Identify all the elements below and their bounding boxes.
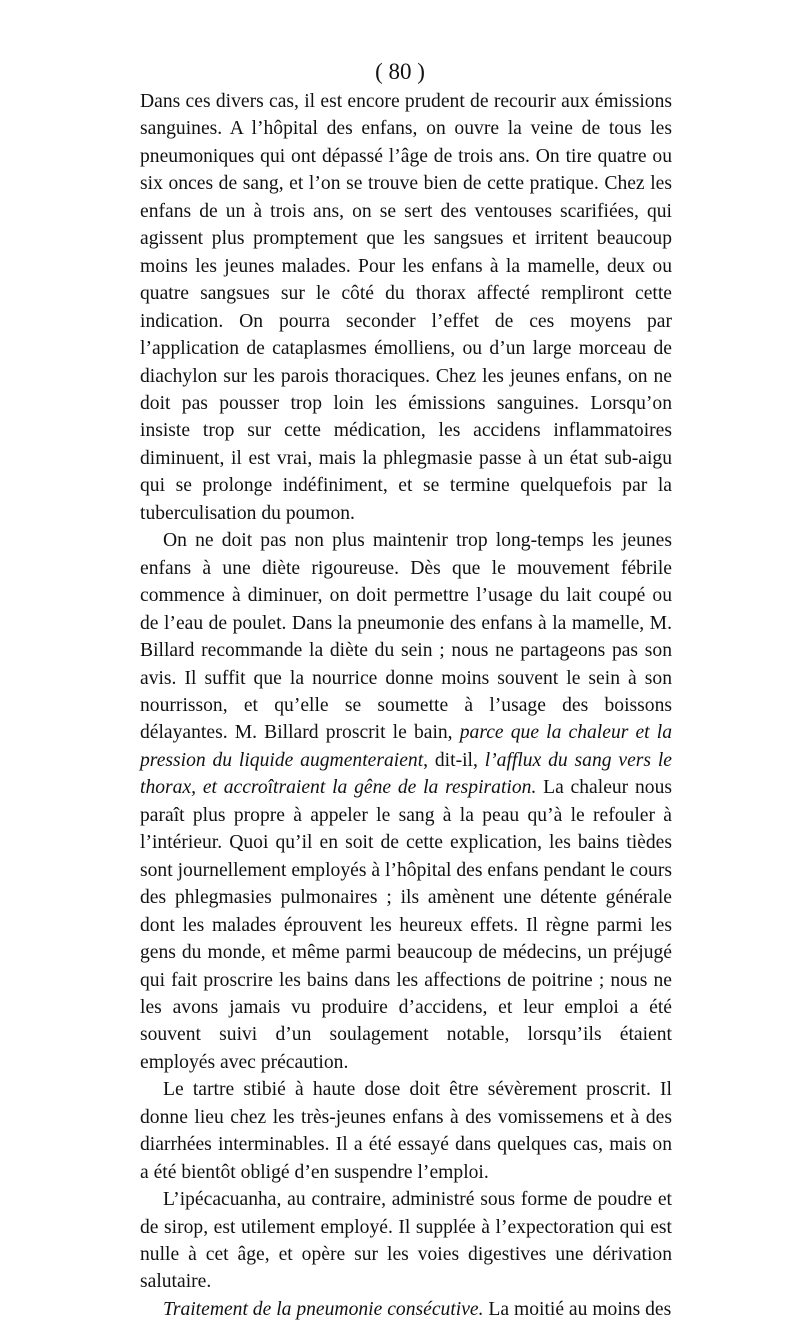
paragraph [140,1296,672,1323]
text-segment: L’ipécacuanha, au contraire, administré sous forme de poudre et de sirop, est utilement employé. Il supplée à l’expectoration qui est nulle à cet âge, et opère sur les voies digestives une dérivation salutaire. [140,1189,672,1293]
text-segment: Dans ces divers cas, il est encore prudent de recourir aux émissions sanguines. A l’hôpital des enfans, on ouvre la veine de tous les pneumoniques qui ont dépassé l’âge de trois ans. On tire quatre ou six onces de sang, et l’on se trouve bien de cette pratique. Chez les enfans de un à trois ans, on se sert des ventouses scarifiées, qui agissent plus promptement que les sangsues et irritent beaucoup moins les jeunes malades. Pour les enfans à la mamelle, deux ou quatre sangsues sur le côté du thorax affecté rempliront cette indication. On pourra seconder l’effet de ces moyens par l’application de cataplasmes émolliens, ou d’un large morceau de diachylon sur les parois thoraciques. Chez les jeunes enfans, on ne doit pas pousser trop loin les émissions sanguines. Lorsqu’on insiste trop sur cette médication, les accidens inflammatoires diminuent, il est vrai, mais la phlegmasie passe à un état sub-aigu qui se prolonge indéfiniment, et se termine quelquefois par la tuberculisation du poumon. [140,91,672,524]
text-segment: La moitié au moins des [483,1298,672,1320]
page-number: ( 80 ) [375,59,425,84]
italic-text-segment: l’afflux du sang vers le thorax, et accroîtraient la gêne de la respiration. [140,749,672,799]
paragraph [140,1186,672,1296]
text-segment: , dit-il, [423,749,485,771]
text-segment: La chaleur nous paraît plus propre à appeler le sang à la peau qu’à le refouler à l’intérieur. Quoi qu’il en soit de cette explication, les bains tièdes sont journellement employés à l’hôpital des enfans pendant le cours des phlegmasies pulmonaires ; ils amènent une détente générale dont les malades éprouvent les heureux effets. Il règne parmi les gens du monde, et même parmi beaucoup de médecins, un préjugé qui fait proscrire les bains dans les affections de poitrine ; nous ne les avons jamais vu produire d’accidens, et leur emploi a été souvent suivi d’un soulagement notable, lorsqu’ils étaient employés avec précaution. [140,777,672,1073]
text-segment: On ne doit pas non plus maintenir trop long-temps les jeunes enfans à une diète rigoureuse. Dès que le mouvement fébrile commence à diminuer, on doit permettre l’usage du lait coupé ou de l’eau de poulet. Dans la pneumonie des enfans à la mamelle, M. Billard recommande la diète du sein ; nous ne partageons pas son avis. Il suffit que la nourrice donne moins souvent le sein à son nourrisson, et qu’elle se soumette à l’usage des boissons délayantes. M. Billard proscrit le bain, [140,530,672,744]
body-text [140,88,672,1323]
text-segment: Le tartre stibié à haute dose doit être sévèrement proscrit. Il donne lieu chez les très-jeunes enfans à des vomissemens et à des diarrhées interminables. Il a été essayé dans quelques cas, mais on a été bientôt obligé d’en suspendre l’emploi. [140,1079,672,1183]
paragraph [140,1076,672,1186]
italic-text-segment: parce que la chaleur et la pression du liquide augmenteraient [140,722,672,771]
paragraph [140,527,672,1076]
italic-text-segment: Traitement de la pneumonie consécutive. [163,1298,484,1320]
paragraph [140,88,672,527]
